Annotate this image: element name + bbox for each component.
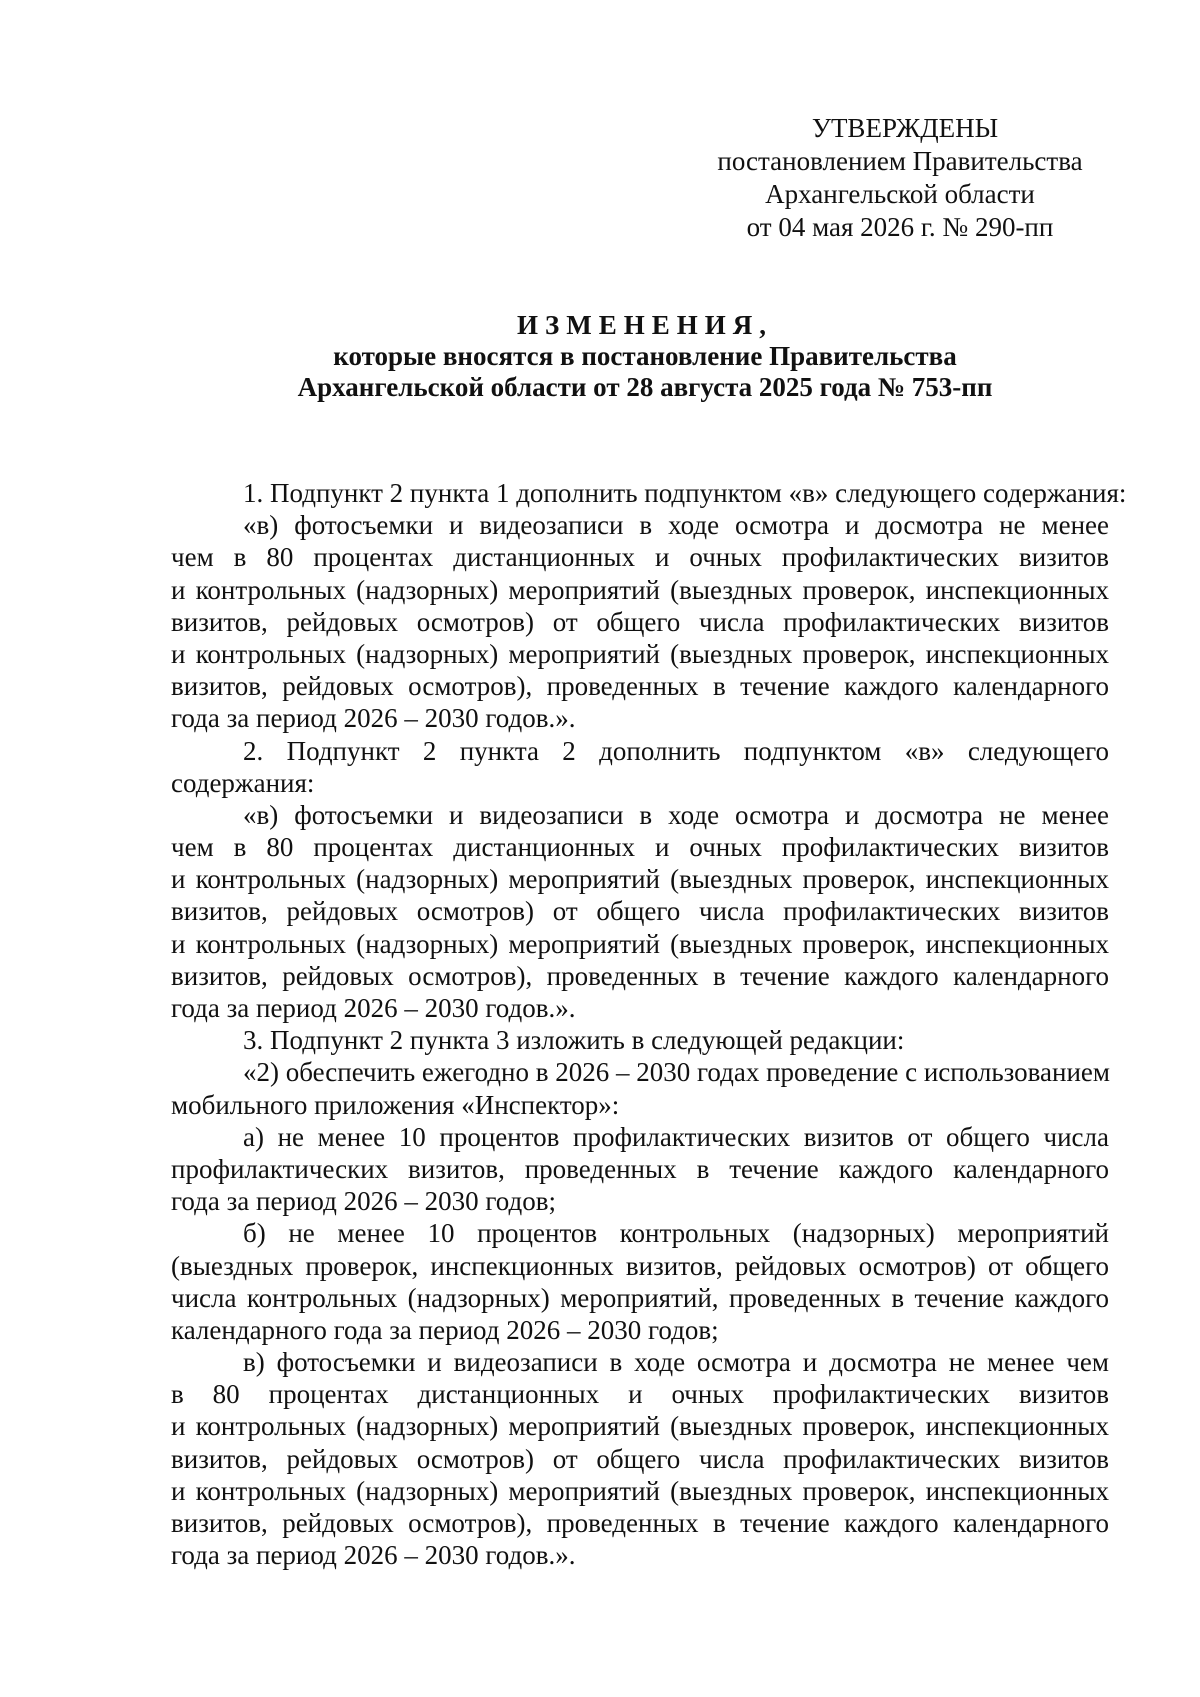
paragraph-line: визитов, рейдовых осмотров) от общего числа профилактических визитов	[171, 1443, 1109, 1474]
paragraph-line: года за период 2026 – 2030 годов.».	[171, 1540, 576, 1571]
paragraph-line: 3. Подпункт 2 пункта 3 изложить в следующей редакции:	[243, 1025, 905, 1056]
paragraph-line: «2) обеспечить ежегодно в 2026 – 2030 годах проведение с использованием	[243, 1057, 1111, 1088]
paragraph-line: (выездных проверок, инспекционных визитов, рейдовых осмотров) от общего	[171, 1250, 1109, 1281]
paragraph-line: и контрольных (надзорных) мероприятий (выездных проверок, инспекционных	[171, 928, 1109, 959]
paragraph-line: в) фотосъемки и видеозаписи в ходе осмотра и досмотра не менее чем	[243, 1347, 1109, 1378]
paragraph-line: и контрольных (надзорных) мероприятий (выездных проверок, инспекционных	[171, 1411, 1109, 1442]
paragraph-line: профилактических визитов, проведенных в течение каждого календарного	[171, 1153, 1109, 1184]
paragraph-line: 2. Подпункт 2 пункта 2 дополнить подпунктом «в» следующего	[243, 735, 1109, 766]
paragraph-line: содержания:	[171, 767, 315, 798]
approval-title: УТВЕРЖДЕНЫ	[811, 113, 999, 143]
paragraph-line: чем в 80 процентах дистанционных и очных профилактических визитов	[171, 542, 1109, 573]
paragraph-line: «в) фотосъемки и видеозаписи в ходе осмотра и досмотра не менее	[243, 799, 1109, 830]
paragraph-line: мобильного приложения «Инспектор»:	[171, 1089, 620, 1120]
document-heading	[170, 310, 1120, 403]
paragraph-line: и контрольных (надзорных) мероприятий (выездных проверок, инспекционных	[171, 864, 1109, 895]
paragraph-line: и контрольных (надзорных) мероприятий (выездных проверок, инспекционных	[171, 574, 1109, 605]
heading-title: ИЗМЕНЕНИЯ,	[516, 310, 773, 340]
approval-line: постановлением Правительства	[717, 146, 1083, 176]
paragraph-line: года за период 2026 – 2030 годов.».	[171, 993, 576, 1023]
paragraph-line: числа контрольных (надзорных) мероприятий, проведенных в течение каждого	[171, 1282, 1109, 1313]
paragraph-line: визитов, рейдовых осмотров), проведенных в течение каждого календарного	[171, 671, 1109, 702]
paragraph-line: б) не менее 10 процентов контрольных (надзорных) мероприятий	[243, 1218, 1109, 1249]
paragraph-line: года за период 2026 – 2030 годов.».	[171, 703, 576, 734]
approval-date-line: от 04 мая 2026 г. № 290-пп	[746, 212, 1054, 242]
paragraph-line: «в) фотосъемки и видеозаписи в ходе осмотра и досмотра не менее	[243, 510, 1109, 541]
heading-subtitle: которые вносятся в постановление Правительства	[333, 341, 957, 371]
paragraph-line: календарного года за период 2026 – 2030 годов;	[171, 1314, 719, 1345]
paragraph-line: в 80 процентах дистанционных и очных профилактических визитов	[171, 1379, 1109, 1410]
approval-stamp	[690, 112, 1110, 244]
document-body	[171, 477, 1127, 1571]
paragraph-line: чем в 80 процентах дистанционных и очных профилактических визитов	[171, 832, 1109, 863]
paragraph-line: визитов, рейдовых осмотров) от общего числа профилактических визитов	[171, 896, 1109, 927]
paragraph-line: визитов, рейдовых осмотров), проведенных в течение каждого календарного	[171, 960, 1109, 991]
paragraph-line: и контрольных (надзорных) мероприятий (выездных проверок, инспекционных	[171, 1475, 1109, 1506]
approval-line: Архангельской области	[765, 179, 1035, 209]
paragraph-line: года за период 2026 – 2030 годов;	[171, 1186, 556, 1217]
paragraph-line: и контрольных (надзорных) мероприятий (выездных проверок, инспекционных	[171, 638, 1109, 669]
paragraph-line: 1. Подпункт 2 пункта 1 дополнить подпунктом «в» следующего содержания:	[243, 478, 1127, 508]
paragraph-line: визитов, рейдовых осмотров), проведенных в течение каждого календарного	[171, 1508, 1109, 1538]
paragraph-line: визитов, рейдовых осмотров) от общего числа профилактических визитов	[171, 606, 1109, 637]
paragraph-line: а) не менее 10 процентов профилактических визитов от общего числа	[243, 1121, 1109, 1152]
heading-subtitle: Архангельской области от 28 августа 2025 года № 753-пп	[297, 372, 993, 402]
